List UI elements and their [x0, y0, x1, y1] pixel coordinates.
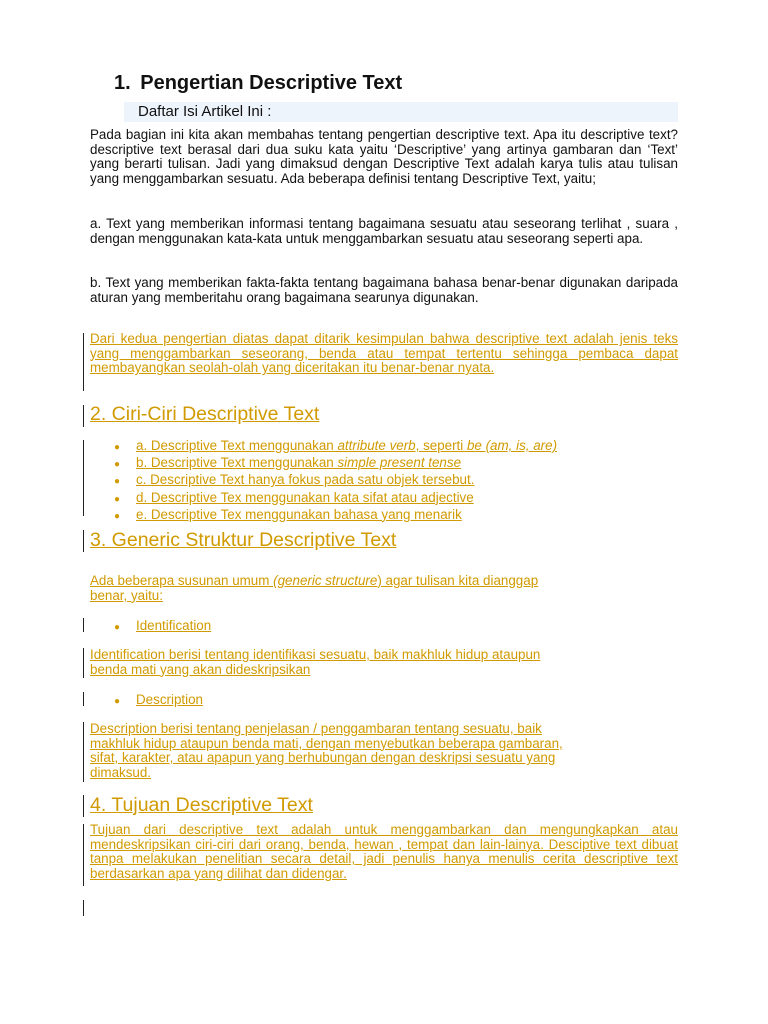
paragraph-conclusion-link[interactable]: Dari kedua pengertian diatas dapat ditarik kesimpulan bahwa descriptive text adalah jenis teks yang menggambarkan seseorang, benda atau tempat tertentu sehingga pembaca dapat membayangkan seolah-olah yang diceritakan itu benar-benar nyata. [90, 331, 678, 376]
heading-number: 1. [114, 72, 131, 94]
paragraph-tujuan-link[interactable]: Tujuan dari descriptive text adalah untuk menggambarkan dan mengungkapkan atau mendeskripsikan ciri-ciri dari orang, benda, hewan , tempat dan lain-lainya. Desciptive text dibuat tanpa melakukan penelitian secara detail, jadi penulis hanya menulis cerita descriptive text berdasarkan apa yang dilihat dan didengar. [90, 822, 678, 881]
paragraph-identification-link[interactable]: Identification berisi tentang identifikasi sesuatu, baik makhluk hidup ataupun benda mati yang akan dideskripsikan [90, 647, 541, 677]
ciri-list [114, 438, 674, 524]
list-item[interactable]: ● b. Descriptive Text menggunakan simple present tense [114, 455, 462, 471]
heading-ciri-ciri-link[interactable]: 2. Ciri-Ciri Descriptive Text [90, 403, 320, 425]
list-item[interactable]: ● c. Descriptive Text hanya fokus pada satu objek tersebut. [114, 472, 475, 488]
list-item[interactable]: ● a. Descriptive Text menggunakan attribute verb, seperti be (am, is, are) [114, 438, 558, 453]
quote-bar [83, 618, 84, 632]
bullet-identification[interactable]: ● Identification [114, 618, 212, 633]
list-item[interactable]: ● e. Descriptive Tex menggunakan bahasa yang menarik [114, 506, 462, 522]
toc-label: Daftar Isi Artikel Ini : [138, 103, 272, 120]
quote-bar [83, 900, 84, 916]
quote-bar [83, 530, 84, 552]
list-item[interactable]: ● d. Descriptive Tex menggunakan kata sifat atau adjective [114, 489, 474, 505]
paragraph-definition-b: b. Text yang memberikan fakta-fakta tentang bagaimana bahasa benar-benar digunakan daripada aturan yang memberitahu orang bagaimana searunya digunakan. [90, 275, 678, 305]
quote-bar [83, 692, 84, 706]
heading-pengertian [114, 72, 402, 95]
table-of-contents-bar[interactable] [124, 102, 678, 122]
heading-tujuan-link[interactable]: 4. Tujuan Descriptive Text [90, 794, 313, 816]
heading-generic-struktur-link[interactable]: 3. Generic Struktur Descriptive Text [90, 529, 397, 551]
quote-bar [83, 648, 84, 678]
quote-bar [83, 440, 84, 516]
paragraph-definition-a: a. Text yang memberikan informasi tentang bagaimana sesuatu atau seseorang terlihat , suara , dengan menggunakan kata-kata untuk menggambarkan sesuatu atau seseorang seperti apa. [90, 216, 678, 246]
quote-bar [83, 824, 84, 886]
quote-bar [83, 722, 84, 782]
heading-text: Pengertian Descriptive Text [140, 72, 403, 94]
bullet-description[interactable]: ● Description [114, 692, 203, 707]
bullet-dot-icon: ● [114, 696, 121, 707]
quote-bar [83, 333, 84, 391]
quote-bar [83, 405, 84, 427]
quote-bar [83, 795, 84, 817]
paragraph-generic-intro-link[interactable]: Ada beberapa susunan umum (generic structure) agar tulisan kita dianggap benar, yaitu: [90, 573, 539, 603]
bullet-dot-icon: ● [114, 622, 121, 633]
paragraph-description-link[interactable]: Description berisi tentang penjelasan / penggambaran tentang sesuatu, baik makhluk hidup ataupun benda mati, dengan menyebutkan beberapa gambaran, sifat, karakter, atau apapun yang berhubungan dengan deskripsi sesuatu yang dimaksud. [90, 721, 563, 780]
paragraph-intro: Pada bagian ini kita akan membahas tentang pengertian descriptive text. Apa itu descriptive text? descriptive text berasal dari dua suku kata yaitu ‘Descriptive’ yang artinya gambaran dan ‘Text’ yang berarti tulisan. Jadi yang dimaksud dengan Descriptive Text adalah karya tulis atau tulisan yang menggambarkan sesuatu. Ada beberapa definisi tentang Descriptive Text, yaitu; [90, 127, 678, 186]
